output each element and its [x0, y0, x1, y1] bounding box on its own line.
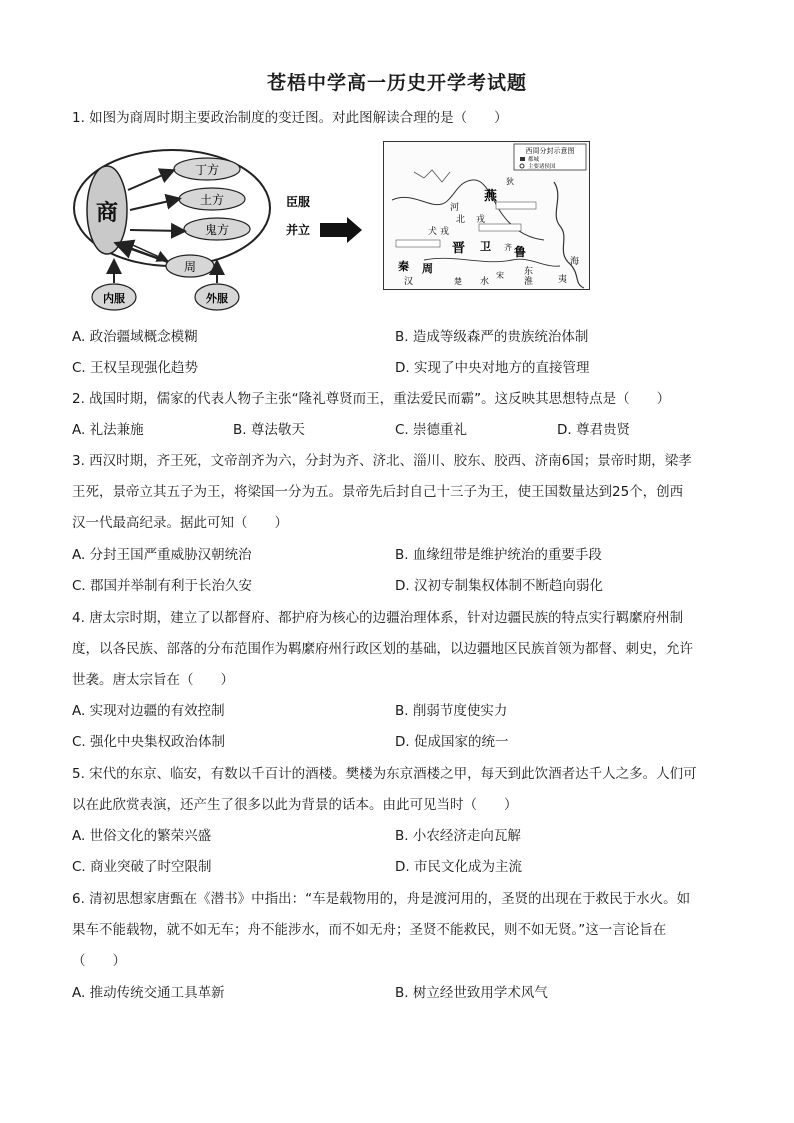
state-chu: 楚 — [454, 277, 462, 286]
region-he: 河 — [450, 203, 460, 213]
question-6-line-1: 6. 清初思想家唐甄在《潜书》中指出：“车是载物用的，舟是渡河用的，圣贤的出现在于救民于水火。如 — [72, 891, 691, 907]
mountain-ridge-line — [414, 170, 450, 182]
q3-option-a[interactable]: A. 分封王国严重威胁汉朝统治 — [72, 547, 252, 563]
question-1-text: 1. 如图为商周时期主要政治制度的变迁图。对此图解读合理的是（ ） — [72, 110, 508, 126]
arrow-shang-to-zhou — [126, 242, 166, 260]
q5-option-a[interactable]: A. 世俗文化的繁荣兴盛 — [72, 828, 212, 844]
question-4-line-1: 4. 唐太宗时期，建立了以都督府、都护府为核心的边疆治理体系，针对边疆民族的特点实行羁縻府州制 — [72, 610, 684, 626]
shang-label: 商 — [95, 201, 119, 226]
map-label-box — [496, 202, 536, 209]
question-6-line-3: （ ） — [72, 953, 126, 969]
big-right-arrow-icon — [320, 217, 362, 243]
q5-option-c[interactable]: C. 商业突破了时空限制 — [72, 859, 212, 875]
region-quan: 犬 — [428, 227, 438, 237]
q1-option-b[interactable]: B. 造成等级森严的贵族统治体制 — [395, 329, 589, 345]
q3-option-b[interactable]: B. 血缘纽带是维护统治的重要手段 — [395, 547, 602, 563]
region-hai: 海 — [570, 257, 580, 267]
question-3-line-1: 3. 西汉时期，齐王死，文帝剖齐为六，分封为齐、济北、淄川、胶东、胶西、济南6国；景帝时期，梁孝 — [72, 453, 692, 469]
arrow-text-bingli: 并立 — [286, 223, 311, 237]
q1-option-c[interactable]: C. 王权呈现强化趋势 — [72, 360, 199, 376]
region-rong: 戎 — [476, 215, 486, 225]
region-rong-2: 戎 — [440, 227, 450, 237]
neifu-label: 内服 — [103, 292, 125, 305]
arrow-to-tufang — [130, 199, 178, 210]
state-yan: 燕 — [484, 189, 498, 204]
region-dong: 东 — [524, 267, 534, 277]
question-3-line-2: 王死，景帝立其五子为王，将梁国一分为五。景帝先后封自己十三子为王，使王国数量达到25个，创西 — [72, 484, 684, 500]
capital-legend-icon — [520, 157, 525, 161]
arrow-to-dingfang — [128, 171, 172, 190]
shang-polity-diagram — [72, 140, 372, 312]
q2-option-a[interactable]: A. 礼法兼施 — [72, 422, 144, 438]
question-4-line-3: 世袭。唐太宗旨在（ ） — [72, 672, 234, 688]
q3-option-c[interactable]: C. 郡国并举制有利于长治久安 — [72, 578, 253, 594]
waifu-label: 外服 — [206, 292, 228, 305]
question-5-line-2: 以在此欣赏表演，还产生了很多以此为背景的话本。由此可见当时（ ） — [72, 797, 518, 813]
q2-option-c[interactable]: C. 崇德重礼 — [395, 422, 468, 438]
map-legend-capital: 都城 — [528, 157, 540, 163]
huai-river-line — [424, 258, 560, 266]
arrow-to-guifang — [130, 230, 183, 231]
map-label-box — [479, 224, 521, 231]
tribe-guifang-label: 鬼方 — [204, 223, 230, 237]
q4-option-c[interactable]: C. 强化中央集权政治体制 — [72, 734, 226, 750]
question-6-line-2: 果车不能载物，就不如无车；舟不能涉水，而不如无舟；圣贤不能救民，则不如无贤。”这一言论旨在 — [72, 922, 667, 938]
q5-option-b[interactable]: B. 小农经济走向瓦解 — [395, 828, 521, 844]
question-2-text: 2. 战国时期，儒家的代表人物子主张“隆礼尊贤而王，重法爱民而霸”。这反映其思想特点是（ ） — [72, 391, 671, 407]
region-yi: 夷 — [558, 275, 568, 285]
tribe-tufang-label: 土方 — [199, 193, 225, 207]
q4-option-b[interactable]: B. 削弱节度使实力 — [395, 703, 508, 719]
q1-option-d[interactable]: D. 实现了中央对地方的直接管理 — [395, 360, 590, 376]
q4-option-a[interactable]: A. 实现对边疆的有效控制 — [72, 703, 225, 719]
map-title: 西周分封示意图 — [525, 147, 575, 155]
region-huai: 淮 — [524, 277, 534, 287]
tribe-dingfang-label: 丁方 — [194, 163, 220, 177]
tribe-zhou-label: 周 — [183, 260, 197, 274]
q6-option-a[interactable]: A. 推动传统交通工具革新 — [72, 985, 225, 1001]
region-di: 狄 — [506, 177, 514, 186]
state-lu: 鲁 — [514, 245, 527, 259]
region-shui: 水 — [480, 277, 490, 287]
q4-option-d[interactable]: D. 促成国家的统一 — [395, 734, 509, 750]
western-zhou-map — [383, 141, 590, 290]
q2-option-d[interactable]: D. 尊君贵贤 — [557, 422, 630, 438]
map-label-box — [396, 240, 440, 247]
coastline-line — [554, 182, 584, 288]
state-qi: 齐 — [504, 243, 512, 252]
state-wei: 卫 — [480, 240, 491, 253]
q1-option-a[interactable]: A. 政治疆域概念模糊 — [72, 329, 198, 345]
region-han: 汉 — [404, 277, 414, 287]
question-5-line-1: 5. 宋代的东京、临安，有数以千百计的酒楼。樊楼为东京酒楼之甲，每天到此饮酒者达千人之多。人们可 — [72, 766, 697, 782]
page-title: 苍梧中学高一历史开学考试题 — [266, 72, 527, 94]
region-bei: 北 — [456, 215, 466, 225]
q5-option-d[interactable]: D. 市民文化成为主流 — [395, 859, 522, 875]
state-qin: 秦 — [398, 260, 409, 273]
arrow-text-chenfu: 臣服 — [286, 195, 311, 209]
q3-option-d[interactable]: D. 汉初专制集权体制不断趋向弱化 — [395, 578, 603, 594]
state-jin: 晋 — [452, 241, 466, 256]
state-zhou: 周 — [422, 262, 433, 275]
q2-option-b[interactable]: B. 尊法敬天 — [233, 422, 305, 438]
state-song: 宋 — [496, 271, 504, 280]
question-4-line-2: 度，以各民族、部落的分布范围作为羁縻府州行政区划的基础，以边疆地区民族首领为都督、刺史，允许 — [72, 641, 693, 657]
map-legend-state: 主要诸侯国 — [528, 164, 556, 170]
question-3-line-3: 汉一代最高纪录。据此可知（ ） — [72, 515, 288, 531]
q6-option-b[interactable]: B. 树立经世致用学术风气 — [395, 985, 548, 1001]
